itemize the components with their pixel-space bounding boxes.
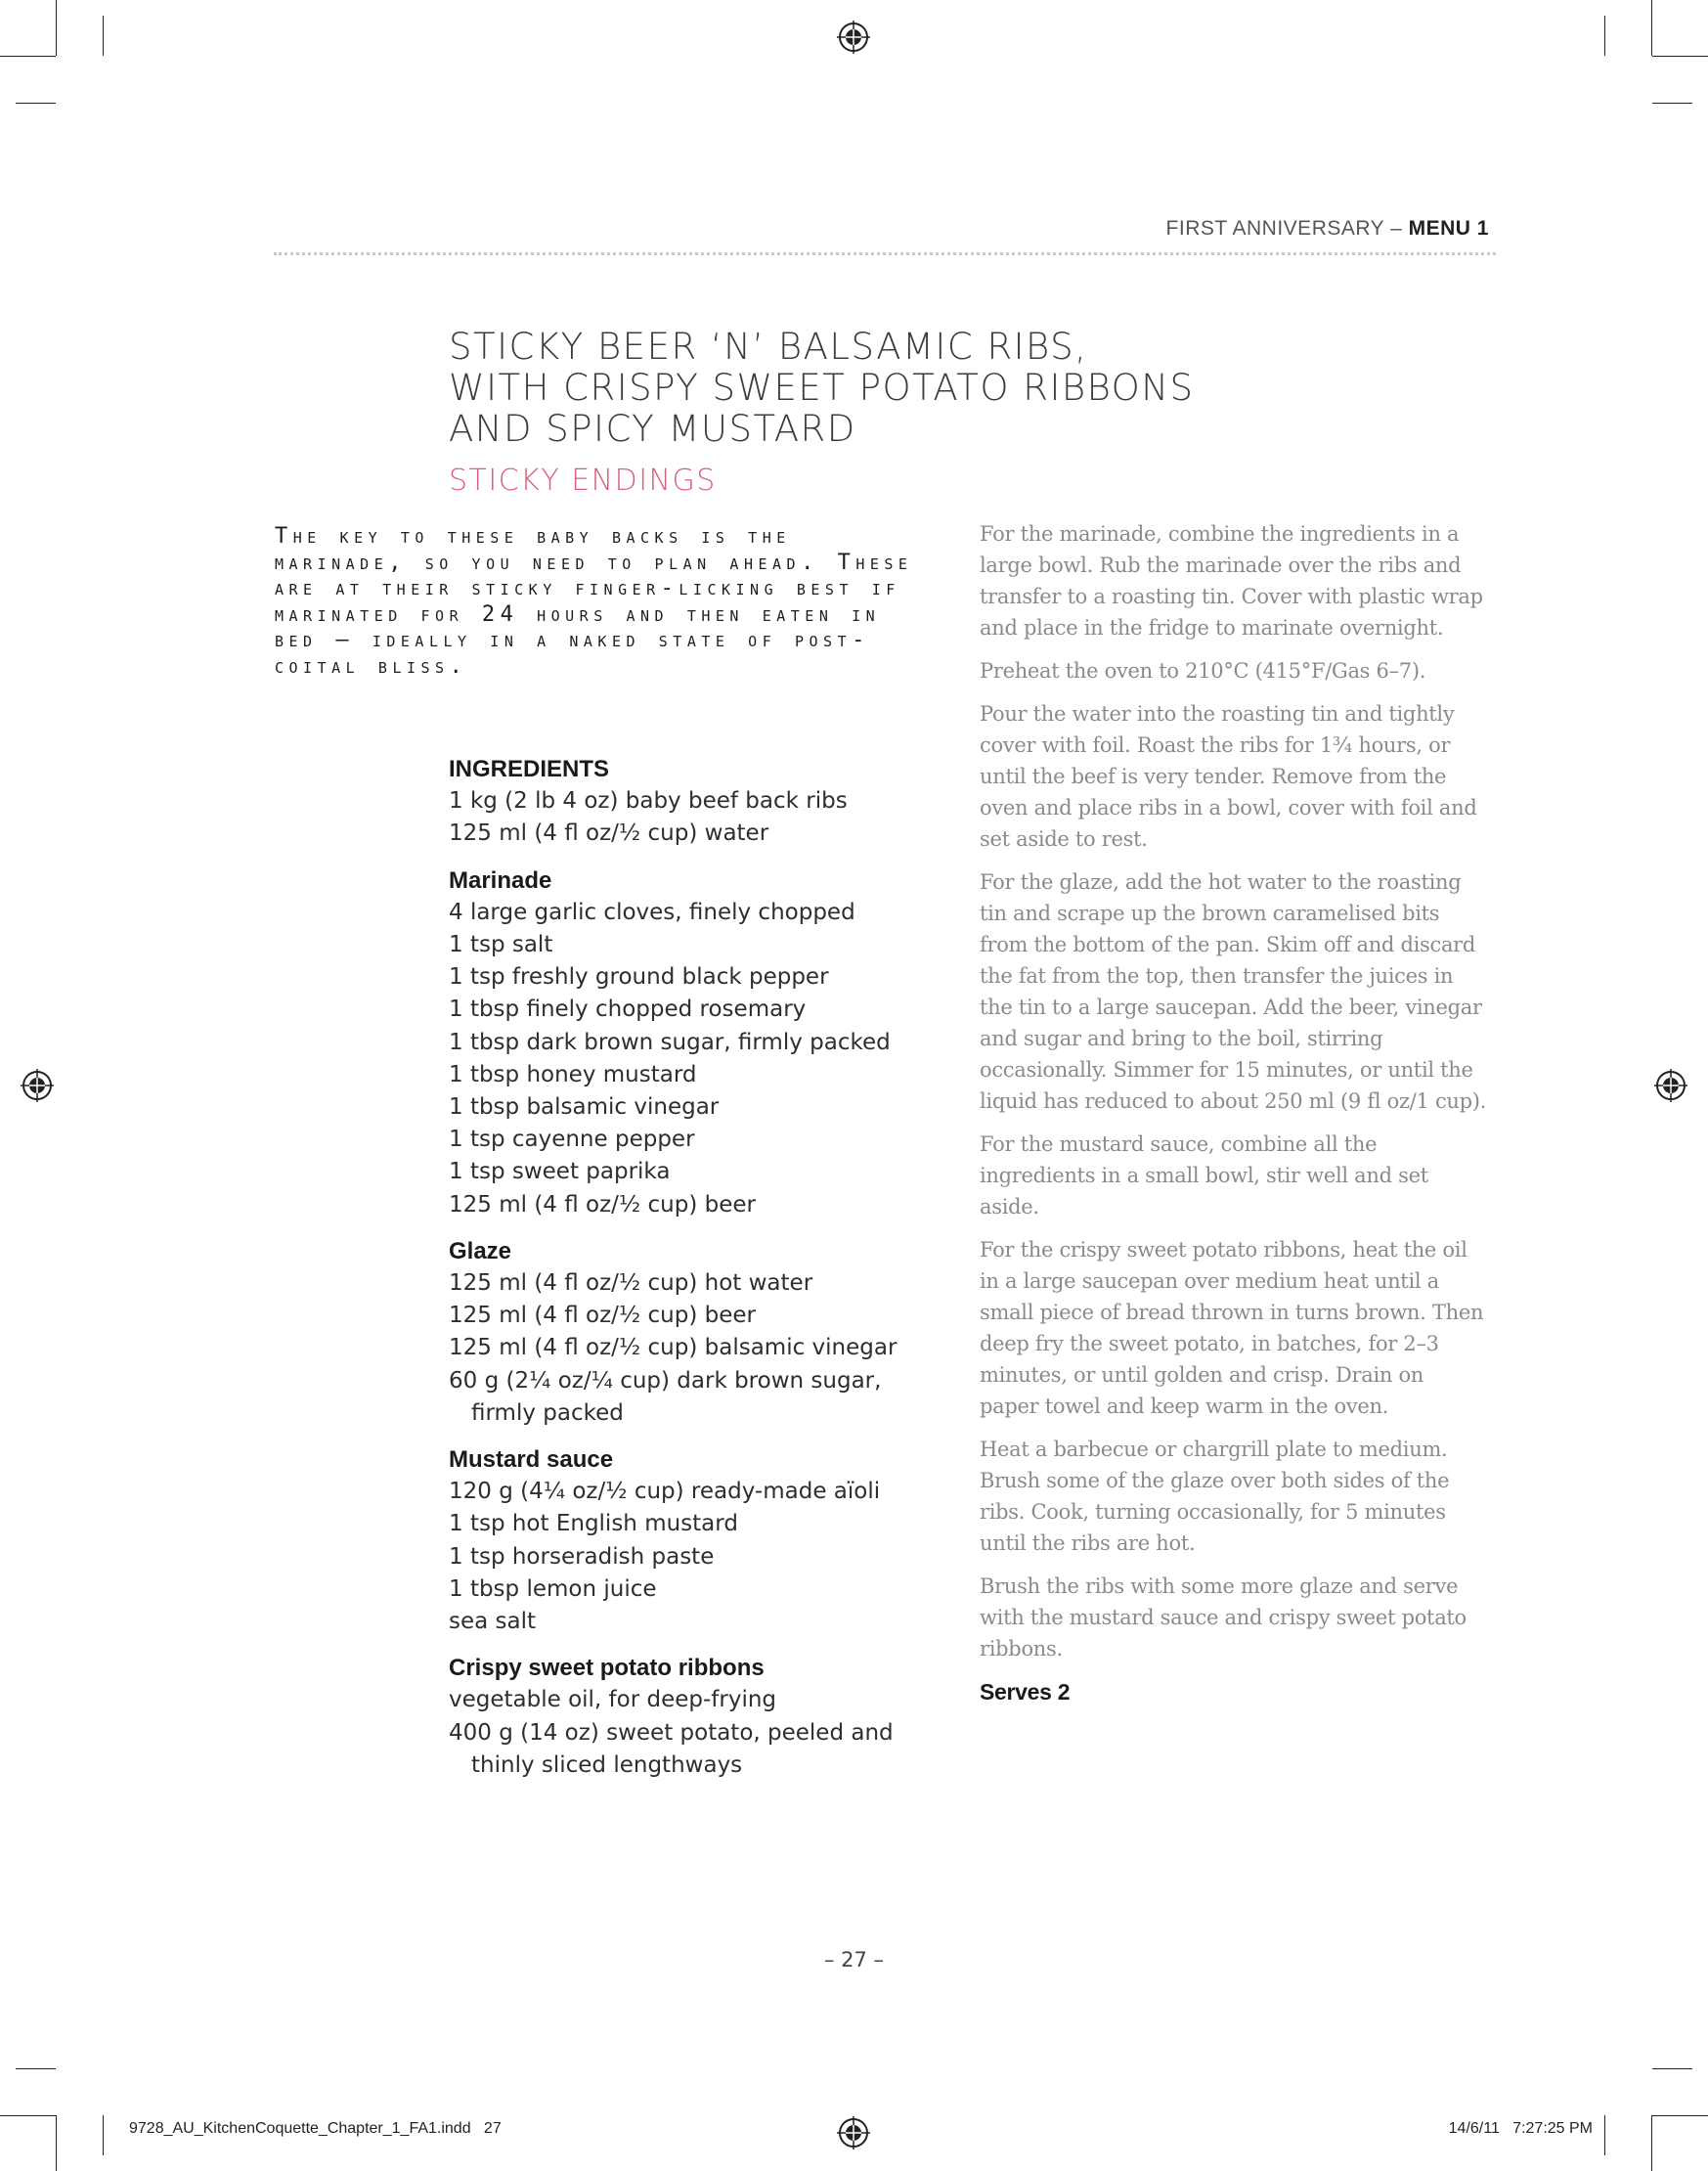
ingredient-item: 1 tsp freshly ground black pepper [449,964,829,991]
ingredient-item: firmly packed [471,1399,624,1426]
ingredient-item: 1 kg (2 lb 4 oz) baby beef back ribs [449,788,848,815]
header-divider [274,252,1496,255]
running-header-section: FIRST ANNIVERSARY – [1165,217,1409,240]
slug-file-info: 9728_AU_KitchenCoquette_Chapter_1_FA1.indd 27 [129,2120,502,2137]
ingredient-item: 1 tbsp dark brown sugar, firmly packed [449,1029,891,1055]
recipe-title-line: WITH CRISPY SWEET POTATO RIBBONS [449,367,1195,409]
crop-mark [16,103,56,104]
marinade-heading: Marinade [449,866,552,894]
slug-date-info: 14/6/11 7:27:25 PM [1448,2120,1593,2137]
ingredient-item: 1 tbsp lemon juice [449,1575,657,1602]
method-step: Pour the water into the roasting tin and tightly cover with foil. Roast the ribs for 1¾ hours, or until the beef is very tender. Remove from the oven and place ribs in a bowl, cover with foil and set aside to rest. [980,702,1477,851]
crop-mark [1651,0,1652,56]
method-step: Heat a barbecue or chargrill plate to medium. Brush some of the glaze over both sides of the ribs. Cook, turning occasionally, for 5 minutes until the ribs are hot. [980,1438,1450,1555]
crop-mark [16,2068,56,2069]
ingredient-item: 1 tsp salt [449,932,553,958]
ingredient-item: 1 tsp horseradish paste [449,1543,715,1570]
ingredient-item: 1 tsp cayenne pepper [449,1127,695,1153]
recipe-subtitle: STICKY ENDINGS [449,464,717,498]
ingredient-item: 1 tsp sweet paprika [449,1159,671,1185]
ingredient-item: thinly sliced lengthways [471,1751,743,1778]
sweet-potato-heading: Crispy sweet potato ribbons [449,1655,765,1682]
method-step: For the crispy sweet potato ribbons, heat the oil in a large saucepan over medium heat until a small piece of bread thrown in turns brown. Then deep fry the sweet potato, in batches, for 2–3 minutes, or until golden and crisp. Drain on paper towel and keep warm in the oven. [980,1238,1484,1418]
ingredient-item: 125 ml (4 fl oz/½ cup) beer [449,1303,756,1329]
ingredient-item: 1 tbsp finely chopped rosemary [449,997,807,1023]
crop-mark [0,2115,56,2116]
crop-mark [103,2115,104,2155]
ingredient-item: 125 ml (4 fl oz/½ cup) hot water [449,1270,813,1297]
serves-count: Serves 2 [980,1679,1071,1705]
registration-mark-icon [1654,1069,1687,1102]
ingredient-item: 125 ml (4 fl oz/½ cup) balsamic vinegar [449,1335,898,1361]
method-step: For the marinade, combine the ingredients in a large bowl. Rub the marinade over the ribs and transfer to a roasting tin. Cover with plastic wrap and place in the fridge to marinate overnight. [980,522,1483,640]
crop-mark [1604,16,1605,56]
crop-mark [0,56,56,57]
mustard-sauce-heading: Mustard sauce [449,1446,614,1474]
recipe-title-line: STICKY BEER ‘N’ BALSAMIC RIBS, [449,326,1088,368]
page-number: – 27 – [823,1948,885,1972]
ingredient-item: 1 tsp hot English mustard [449,1511,738,1537]
crop-mark [103,16,104,56]
recipe-intro: The key to these baby backs is the marinade, so you need to plan ahead. These are at their sticky finger-licking best if marinated for 24 hours and then eaten in bed — ideally in a naked state of post-coital bliss. [275,524,913,679]
recipe-title [449,327,1329,450]
method-step: For the glaze, add the hot water to the roasting tin and scrape up the brown caramelised bits from the bottom of the pan. Skim off and discard the fat from the top, then transfer the juices in the tin to a large saucepan. Add the beer, vinegar and sugar and bring to the boil, stirring occasionally. Simmer for 15 minutes, or until the liquid has reduced to about 250 ml (9 fl oz/1 cup). [980,870,1487,1113]
method-step: For the mustard sauce, combine all the ingredients in a small bowl, stir well and set aside. [980,1132,1428,1218]
running-header-menu: MENU 1 [1408,217,1489,240]
method-step: Preheat the oven to 210°C (415°F/Gas 6–7). [980,659,1426,683]
ingredient-item: 4 large garlic cloves, finely chopped [449,899,855,925]
running-header [1166,217,1489,241]
registration-mark-icon [837,2116,870,2149]
ingredient-item: vegetable oil, for deep-frying [449,1687,777,1713]
crop-mark [1652,2115,1708,2116]
glaze-heading: Glaze [449,1237,512,1264]
ingredient-item: 60 g (2¼ oz/¼ cup) dark brown sugar, [449,1367,882,1394]
ingredients-heading: INGREDIENTS [449,756,610,782]
registration-mark-icon [21,1069,54,1102]
crop-mark [1604,2115,1605,2155]
method-steps [980,518,1488,1707]
crop-mark [1652,56,1708,57]
ingredient-item: 125 ml (4 fl oz/½ cup) water [449,820,769,847]
crop-mark [56,0,57,56]
crop-mark [1651,2115,1652,2171]
crop-mark [56,2115,57,2171]
ingredient-item: 400 g (14 oz) sweet potato, peeled and [449,1719,894,1746]
ingredients-list [449,753,908,1782]
ingredient-item: sea salt [449,1609,537,1635]
method-step: Brush the ribs with some more glaze and serve with the mustard sauce and crispy sweet potato ribbons. [980,1574,1467,1661]
recipe-title-line: AND SPICY MUSTARD [449,408,856,450]
registration-mark-icon [837,21,870,54]
crop-mark [1652,2068,1692,2069]
ingredient-item: 120 g (4¼ oz/½ cup) ready-made aïoli [449,1479,881,1505]
ingredient-item: 125 ml (4 fl oz/½ cup) beer [449,1191,756,1218]
crop-mark [1652,103,1692,104]
ingredient-item: 1 tbsp honey mustard [449,1061,697,1087]
ingredient-item: 1 tbsp balsamic vinegar [449,1094,720,1121]
